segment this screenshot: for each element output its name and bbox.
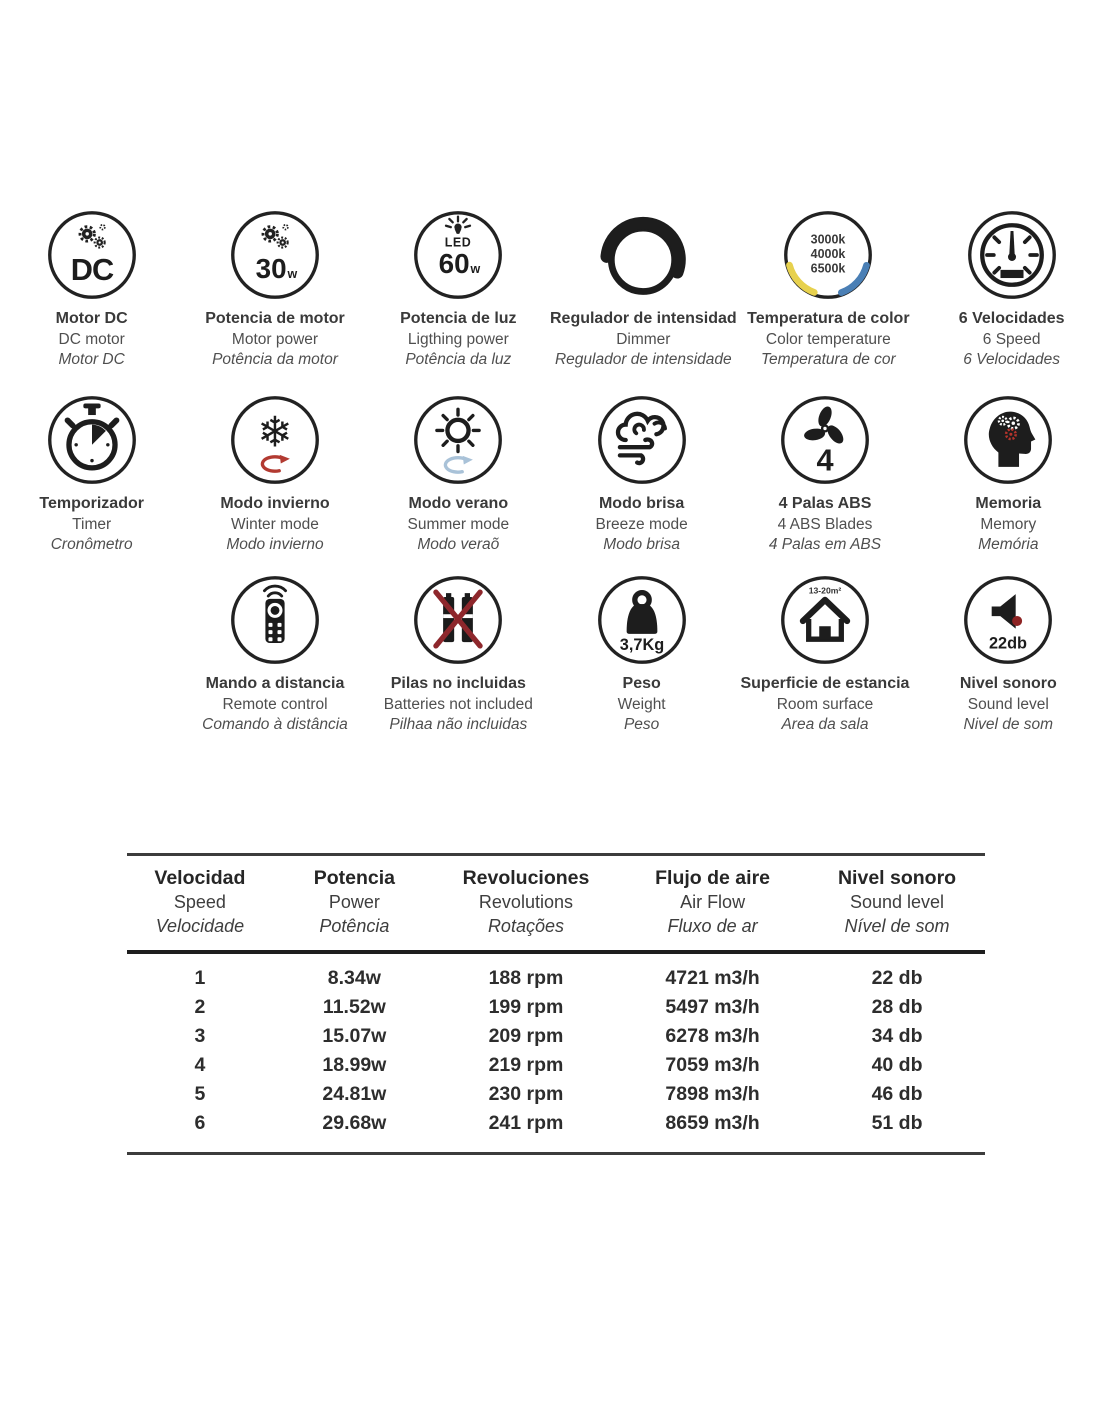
empty-cell xyxy=(0,572,183,736)
feature-summer-mode xyxy=(367,392,550,556)
label-es: Temperatura de color xyxy=(747,310,910,327)
feature-dimmer xyxy=(550,207,737,371)
room-size-text: 13-20m² xyxy=(808,585,842,596)
sound-value-text: 22db xyxy=(989,634,1028,653)
label-es: Regulador de intensidad xyxy=(549,310,737,327)
label-en: Winter mode xyxy=(231,515,319,533)
red-cross-icon xyxy=(436,592,480,646)
speaker-icon xyxy=(992,594,1016,629)
label-en: Summer mode xyxy=(407,515,510,533)
memory-icon xyxy=(960,392,1056,488)
label-pt: Area da sala xyxy=(781,716,869,733)
label-pt: 4 Palas em ABS xyxy=(768,536,882,553)
summer-rotation-arrow xyxy=(446,458,467,472)
weight-value-text: 3,7Kg xyxy=(619,635,664,654)
col-header-nivel: Nivel sonoro Sound level Nível de som xyxy=(837,867,957,936)
feature-memory xyxy=(917,392,1100,556)
kelvin-3000: 3000k xyxy=(810,232,846,247)
label-es: Mando a distancia xyxy=(205,675,345,692)
feature-winter-mode xyxy=(183,392,366,556)
label-pt: Potência da luz xyxy=(405,351,512,368)
table-row: 6 29.68w 241 rpm 8659 m3/h 51 db xyxy=(194,1112,923,1134)
power-badge-number: 30 xyxy=(255,253,287,285)
feature-row-3 xyxy=(0,572,1100,736)
snowflake-icon: ❄ xyxy=(257,407,293,457)
winter-rotation-arrow xyxy=(262,457,283,471)
speed-spec-table xyxy=(127,853,985,1155)
col-header-revoluciones: Revoluciones Revolutions Rotações xyxy=(462,867,590,936)
label-en: Remote control xyxy=(222,695,328,713)
label-en: Ligthing power xyxy=(407,330,509,348)
table-row: 2 11.52w 199 rpm 5497 m3/h 28 db xyxy=(194,996,923,1018)
weight-icon xyxy=(594,572,690,668)
feature-sound-level xyxy=(917,572,1100,736)
fan-blades-icon xyxy=(777,392,873,488)
sun-rays xyxy=(437,409,479,451)
red-gear-hub xyxy=(1010,433,1013,436)
label-en: Memory xyxy=(980,515,1037,533)
label-pt: Peso xyxy=(623,716,660,733)
dc-motor-icon xyxy=(44,207,140,303)
feature-row-2 xyxy=(0,392,1100,556)
table-header xyxy=(127,856,985,954)
feature-color-temperature xyxy=(737,207,920,371)
label-es: Nivel sonoro xyxy=(959,675,1057,692)
label-pt: Potência da motor xyxy=(212,351,338,368)
label-en: Room surface xyxy=(776,695,874,713)
feature-breeze-mode xyxy=(550,392,733,556)
label-pt: Comando à distância xyxy=(202,716,348,733)
feature-motor-power xyxy=(183,207,366,371)
led-badge-text: LED xyxy=(445,235,472,250)
dc-badge-text: DC xyxy=(70,251,113,287)
label-pt: Modo veraõ xyxy=(417,536,500,553)
remote-control-icon xyxy=(227,572,323,668)
power-badge-unit: w xyxy=(287,267,298,282)
label-pt: Motor DC xyxy=(58,351,125,368)
col-header-flujo: Flujo de aire Air Flow Fluxo de ar xyxy=(655,867,770,936)
head-silhouette xyxy=(989,412,1036,467)
led-badge-number: 60 xyxy=(438,248,470,280)
feature-motor-dc xyxy=(0,207,183,371)
label-pt: 6 Velocidades xyxy=(963,351,1061,368)
feature-light-power xyxy=(367,207,550,371)
color-temperature-icon xyxy=(780,207,876,303)
table-row: 1 8.34w 188 rpm 4721 m3/h 22 db xyxy=(194,967,923,989)
label-es: Superficie de estancia xyxy=(740,675,910,692)
label-en: Motor power xyxy=(231,330,319,348)
label-en: Color temperature xyxy=(765,330,891,348)
label-es: Modo brisa xyxy=(598,495,685,512)
batteries-crossed-icon xyxy=(410,572,506,668)
label-es: Peso xyxy=(622,675,661,692)
label-en: Breeze mode xyxy=(595,515,688,533)
feature-row-1 xyxy=(0,207,1100,371)
label-en: 4 ABS Blades xyxy=(777,515,873,533)
breeze-mode-icon xyxy=(594,392,690,488)
label-en: Weight xyxy=(617,695,666,713)
label-es: Modo verano xyxy=(408,495,509,512)
summer-arrowhead xyxy=(463,456,473,465)
table-row: 4 18.99w 219 rpm 7059 m3/h 40 db xyxy=(194,1054,923,1076)
label-es: Pilas no incluidas xyxy=(390,675,526,692)
kelvin-6500: 6500k xyxy=(810,261,846,276)
feature-remote-control xyxy=(183,572,366,736)
label-es: Memoria xyxy=(975,495,1042,512)
table-body xyxy=(127,954,985,1152)
label-es: Potencia de motor xyxy=(205,310,345,327)
label-en: Dimmer xyxy=(616,330,671,348)
label-es: 4 Palas ABS xyxy=(778,495,872,512)
blade-count-text: 4 xyxy=(816,442,834,478)
label-es: Potencia de luz xyxy=(400,310,517,327)
label-pt: Cronômetro xyxy=(50,536,133,553)
kelvin-4000: 4000k xyxy=(810,246,846,261)
label-es: Motor DC xyxy=(55,310,128,327)
label-pt: Regulador de intensidade xyxy=(554,351,732,368)
mute-dot-icon xyxy=(1012,616,1022,626)
label-pt: Modo invierno xyxy=(226,536,324,553)
label-pt: Pilhaa não incluidas xyxy=(389,716,528,733)
feature-weight xyxy=(550,572,733,736)
sound-level-icon xyxy=(960,572,1056,668)
col-header-velocidad: Velocidad Speed Velocidade xyxy=(154,867,246,936)
table-row: 5 24.81w 230 rpm 7898 m3/h 46 db xyxy=(194,1083,923,1105)
label-es: Temporizador xyxy=(39,495,144,512)
label-en: 6 Speed xyxy=(982,330,1041,348)
speedometer-icon xyxy=(964,207,1060,303)
label-en: Sound level xyxy=(967,695,1049,713)
col-header-potencia: Potencia Power Potência xyxy=(313,867,395,936)
label-pt: Memória xyxy=(978,536,1039,553)
feature-blades xyxy=(733,392,916,556)
label-es: Modo invierno xyxy=(220,495,330,512)
label-pt: Temperatura de cor xyxy=(760,351,896,368)
room-surface-icon xyxy=(777,572,873,668)
feature-batteries-not-included xyxy=(367,572,550,736)
timer-icon xyxy=(44,392,140,488)
feature-six-speeds xyxy=(920,207,1100,371)
label-en: DC motor xyxy=(58,330,125,348)
feature-timer xyxy=(0,392,183,556)
dimmer-knob-icon xyxy=(595,207,691,303)
label-es: 6 Velocidades xyxy=(958,310,1065,327)
motor-power-icon xyxy=(227,207,323,303)
label-en: Timer xyxy=(72,515,112,533)
summer-mode-icon xyxy=(410,392,506,488)
label-pt: Modo brisa xyxy=(603,536,680,553)
label-pt: Nivel de som xyxy=(963,716,1054,733)
led-power-icon xyxy=(410,207,506,303)
led-badge-unit: w xyxy=(470,262,481,277)
label-en: Batteries not included xyxy=(383,695,533,713)
feature-room-surface xyxy=(733,572,916,736)
winter-mode-icon xyxy=(227,392,323,488)
table-row: 3 15.07w 209 rpm 6278 m3/h 34 db xyxy=(194,1025,923,1047)
